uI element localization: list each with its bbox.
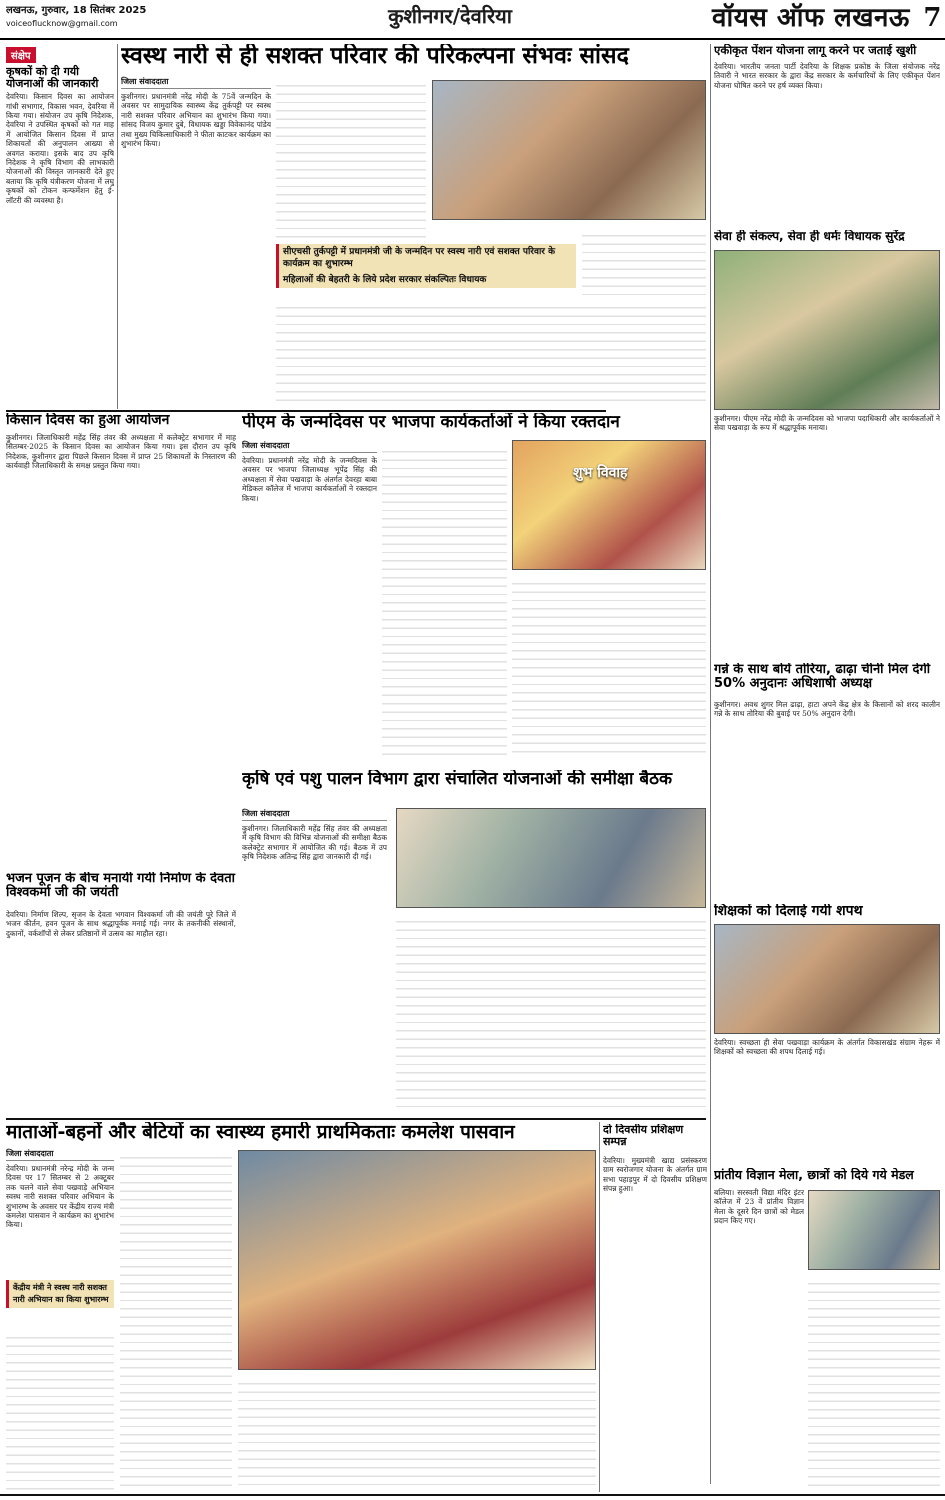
masthead-dateline [6,4,256,30]
column-rule [117,44,118,409]
agri-text: कुशीनगर। जिलाधिकारी महेंद्र सिंह तंवर की अध्यक्षता में कृषि विभाग की विभिन्न योजनाओं की समीक्षा बैठक कलेक्ट्रेट सभागार में आयोजित की गई। बैठक में उप कृषि निदेशक अतिन्द्र सिंह द्वारा जानकारी दी गई। [242,824,387,862]
blood-text: देवरिया। प्रधानमंत्री नरेंद्र मोदी के जन्मदिवस के अवसर पर भाजपा जिलाध्यक्ष भूपेंद्र सिंह की अध्यक्षता में सेवा पखवाड़ा के अंतर्गत देवरहा बाबा मेडिकल कॉलेज में भाजपा कार्यकर्ताओं ने रक्तदान किया। [242,456,377,503]
story6-title: प्रांतीय विज्ञान मेला, छात्रों को दिये गये मेडल [714,1168,914,1182]
agri-headline: कृषि एवं पशु पालन विभाग द्वारा संचालित योजनाओं की समीक्षा बैठक [242,770,673,789]
lead-text-col2 [276,78,426,238]
lead-subhead-1: सीएचसी तुर्कपट्टी में प्रधानमंत्री जी के जन्मदिन पर स्वस्थ नारी एवं सशक्त परिवार के कार्यक्रम का शुभारम्भ [276,244,576,272]
bottom-divider [6,1118,706,1120]
blood-photo [512,440,706,570]
lead-headline: स्वस्थ नारी से ही सशक्त परिवार की परिकल्पना संभवः सांसद [121,44,629,69]
story3-title: गन्ने के साथ बोयें तोरिया, ढाढ़ा चीनी मिल देगी 50% अनुदानः अधिशाषी अध्यक्ष [714,663,931,692]
story6-text-col2 [808,1276,940,1488]
briefs-badge: संक्षेप [6,47,36,63]
story5-text: देवरिया। मुख्यमंत्री खाद्य प्रसंस्करण ग्राम स्वरोजगार योजना के अंतर्गत ग्राम सभा पहाड़पुर में दो दिवसीय प्रशिक्षण संपन्न हुआ। [603,1156,707,1194]
bottom-subhead: केंद्रीय मंत्री ने स्वस्थ नारी सशक्त नारी अभियान का किया शुभारम्भ [6,1280,114,1308]
footer-rule [0,1494,945,1496]
edition-title: कुशीनगर/देवरिया [388,4,512,28]
blood-byline: जिला संवाददाता [242,440,377,453]
story2-photo [714,250,940,410]
brand-name: वॉयस ऑफ लखनऊ [712,3,910,33]
story4-photo [714,924,940,1034]
bottom-text-cols [238,1376,596,1490]
blood-text-col2 [382,444,507,756]
left-divider [6,410,606,412]
story2-text: कुशीनगर। पीएम नरेंद्र मोदी के जन्मदिवस को भाजपा पदाधिकारी और कार्यकर्ताओं ने सेवा पखवाड़ा के रूप में श्रद्धापूर्वक मनाया। [714,414,940,433]
lead-subhead-2: महिलाओं की बेहतरी के लिये प्रदेश सरकार संकल्पितः विधायक [276,272,576,288]
brief2-text: कुशीनगर। जिलाधिकारी महेंद्र सिंह तंवर की अध्यक्षता में कलेक्ट्रेट सभागार में माह सितम्बर-2025 के किसान दिवस का आयोजन किया गया। इस दौरान उप कृषि निदेशक, कुशीनगर द्वारा पिछले किसान दिवस में प्राप्त 25 शिकायतों के निस्तारण की कार्यवाही जिलाधिकारी के समक्ष प्रस्तुत किया गया। [6,433,236,471]
agri-byline: जिला संवाददाता [242,808,387,821]
bottom-text: देवरिया। प्रधानमंत्री नरेन्द्र मोदी के जन्म दिवस पर 17 सितम्बर से 2 अक्टूबर तक चलने वाले सेवा पखवाड़े अभियान स्वस्थ नारी सशक्त परिवार अभियान के शुभारम्भ के अवसर पर केंद्रीय राज्य मंत्री कमलेश पासवान ने कार्यक्रम का शुभारंभ किया। [6,1164,114,1230]
dateline: लखनऊ, गुरुवार, 18 सितंबर 2025 [6,5,147,16]
bottom-text-col2 [120,1150,232,1490]
bottom-photo [238,1150,596,1370]
brief1-text: देवरिया। किसान दिवस का आयोजन गांधी सभागार, विकास भवन, देवरिया में किया गया। संयोजन उप कृषि निदेशक, देवरिया ने उपस्थित कृषकों को गत माह में आयोजित किसान दिवस में प्राप्त शिकायतों की अनुपालन आख्या से अवगत कराया। इसके बाद उप कृषि निदेशक ने कृषि विभाग की लाभकारी योजनाओं की विस्तृत जानकारी देते हुए बताया कि कृषि यंत्रीकरण योजना में लघु कृषकों को टोकन कन्फर्मेशन हेतु ई-लॉटरी की व्यवस्था है। [6,92,114,205]
lead-text-cols [276,300,706,405]
lead-byline: जिला संवाददाता [121,76,271,89]
lead-text-col-right [582,228,706,298]
lead-text: कुशीनगर। प्रधानमंत्री नरेंद्र मोदी के 75वें जन्मदिन के अवसर पर सामुदायिक स्वास्थ्य केंद्र तुर्कपट्टी पर स्वस्थ नारी सशक्त परिवार अभियान का शुभारंभ किया गया। सांसद विजय कुमार दुबे, विधायक खड्डा विवेकानंद पांडेय तथा मुख्य चिकित्साधिकारी ने फीता काटकर कार्यक्रम का शुभारंभ किया। [121,92,271,149]
bottom-headline: माताओं-बहनों और बेटियों का स्वास्थ्य हमारी प्राथमिकताः कमलेश पासवान [6,1122,515,1143]
story5-title: दो दिवसीय प्रशिक्षण सम्पन्न [603,1124,684,1149]
brief2-title: किसान दिवस का हुआ आयोजन [6,413,170,428]
story3-text: कुशीनगर। अवध शुगर मिल ढाढ़ा, हाटा अपने केंद्र क्षेत्र के किसानों को शरद कालीन गन्ने के साथ तोरिया की बुवाई पर 50% अनुदान देगी। [714,700,940,719]
brief3-text: देवरिया। निर्माण शिल्प, सृजन के देवता भगवान विश्वकर्मा जी की जयंती पूरे जिले में भजन कीर्तन, हवन पूजन के साथ श्रद्धापूर्वक मनाई गई। नगर के तकनीकी संस्थानों, दुकानों, वर्कशॉपों से लेकर प्रतिष्ठानों में उत्सव का माहौल रहा। [6,910,236,938]
story4-text: देवरिया। स्वच्छता ही सेवा पखवाड़ा कार्यक्रम के अंतर्गत विकासखंड संग्राम नेहरू में शिक्षकों को स्वच्छता की शपथ दिलाई गई। [714,1038,940,1057]
column-rule [599,1122,600,1492]
agri-photo [396,808,706,908]
story2-title: सेवा ही संकल्प, सेवा ही धर्मः विधायक सुरेंद्र [714,230,905,243]
page-number: 7 [923,3,942,33]
story1-title: एकीकृत पेंशन योजना लागू करने पर जताई खुशी [714,44,917,57]
story4-title: शिक्षकों को दिलाई गयी शपथ [714,904,863,919]
email-link[interactable]: voiceoflucknow@gmail.com [6,19,118,28]
bottom-text-col1b [6,1330,114,1490]
bottom-byline: जिला संवाददाता [6,1148,114,1161]
blood-headline: पीएम के जन्मदिवस पर भाजपा कार्यकर्ताओं ने किया रक्तदान [242,413,620,432]
brand-logo [692,0,942,34]
blood-text-col3 [512,576,706,756]
masthead-rule [0,38,945,40]
column-rule [710,44,711,1484]
story6-photo [808,1190,940,1270]
story1-text: देवरिया। भारतीय जनता पार्टी देवरिया के शिक्षक प्रकोष्ठ के जिला संयोजक नरेंद्र तिवारी ने भारत सरकार के द्वारा केंद्र सरकार के कर्मचारियों के लिए एकीकृत पेंशन योजना घोषित करने पर हर्ष व्यक्त किया। [714,62,940,90]
story6-text: बलिया। सरस्वती विद्या मंदिर इंटर कॉलेज में 23 वें प्रांतीय विज्ञान मेला के दूसरे दिन छात्रों को मेडल प्रदान किए गए। [714,1188,804,1226]
agri-text-cols [396,914,706,1114]
brief1-title: कृषकों को दी गयी योजनाओं की जानकारी [6,65,99,91]
lead-photo [432,80,706,220]
brief3-title: भजन पूजन के बीच मनायी गयी निर्माण के देवता विश्वकर्मा जी की जयंती [6,872,235,901]
photo-banner: शुभ विवाह [573,465,628,481]
